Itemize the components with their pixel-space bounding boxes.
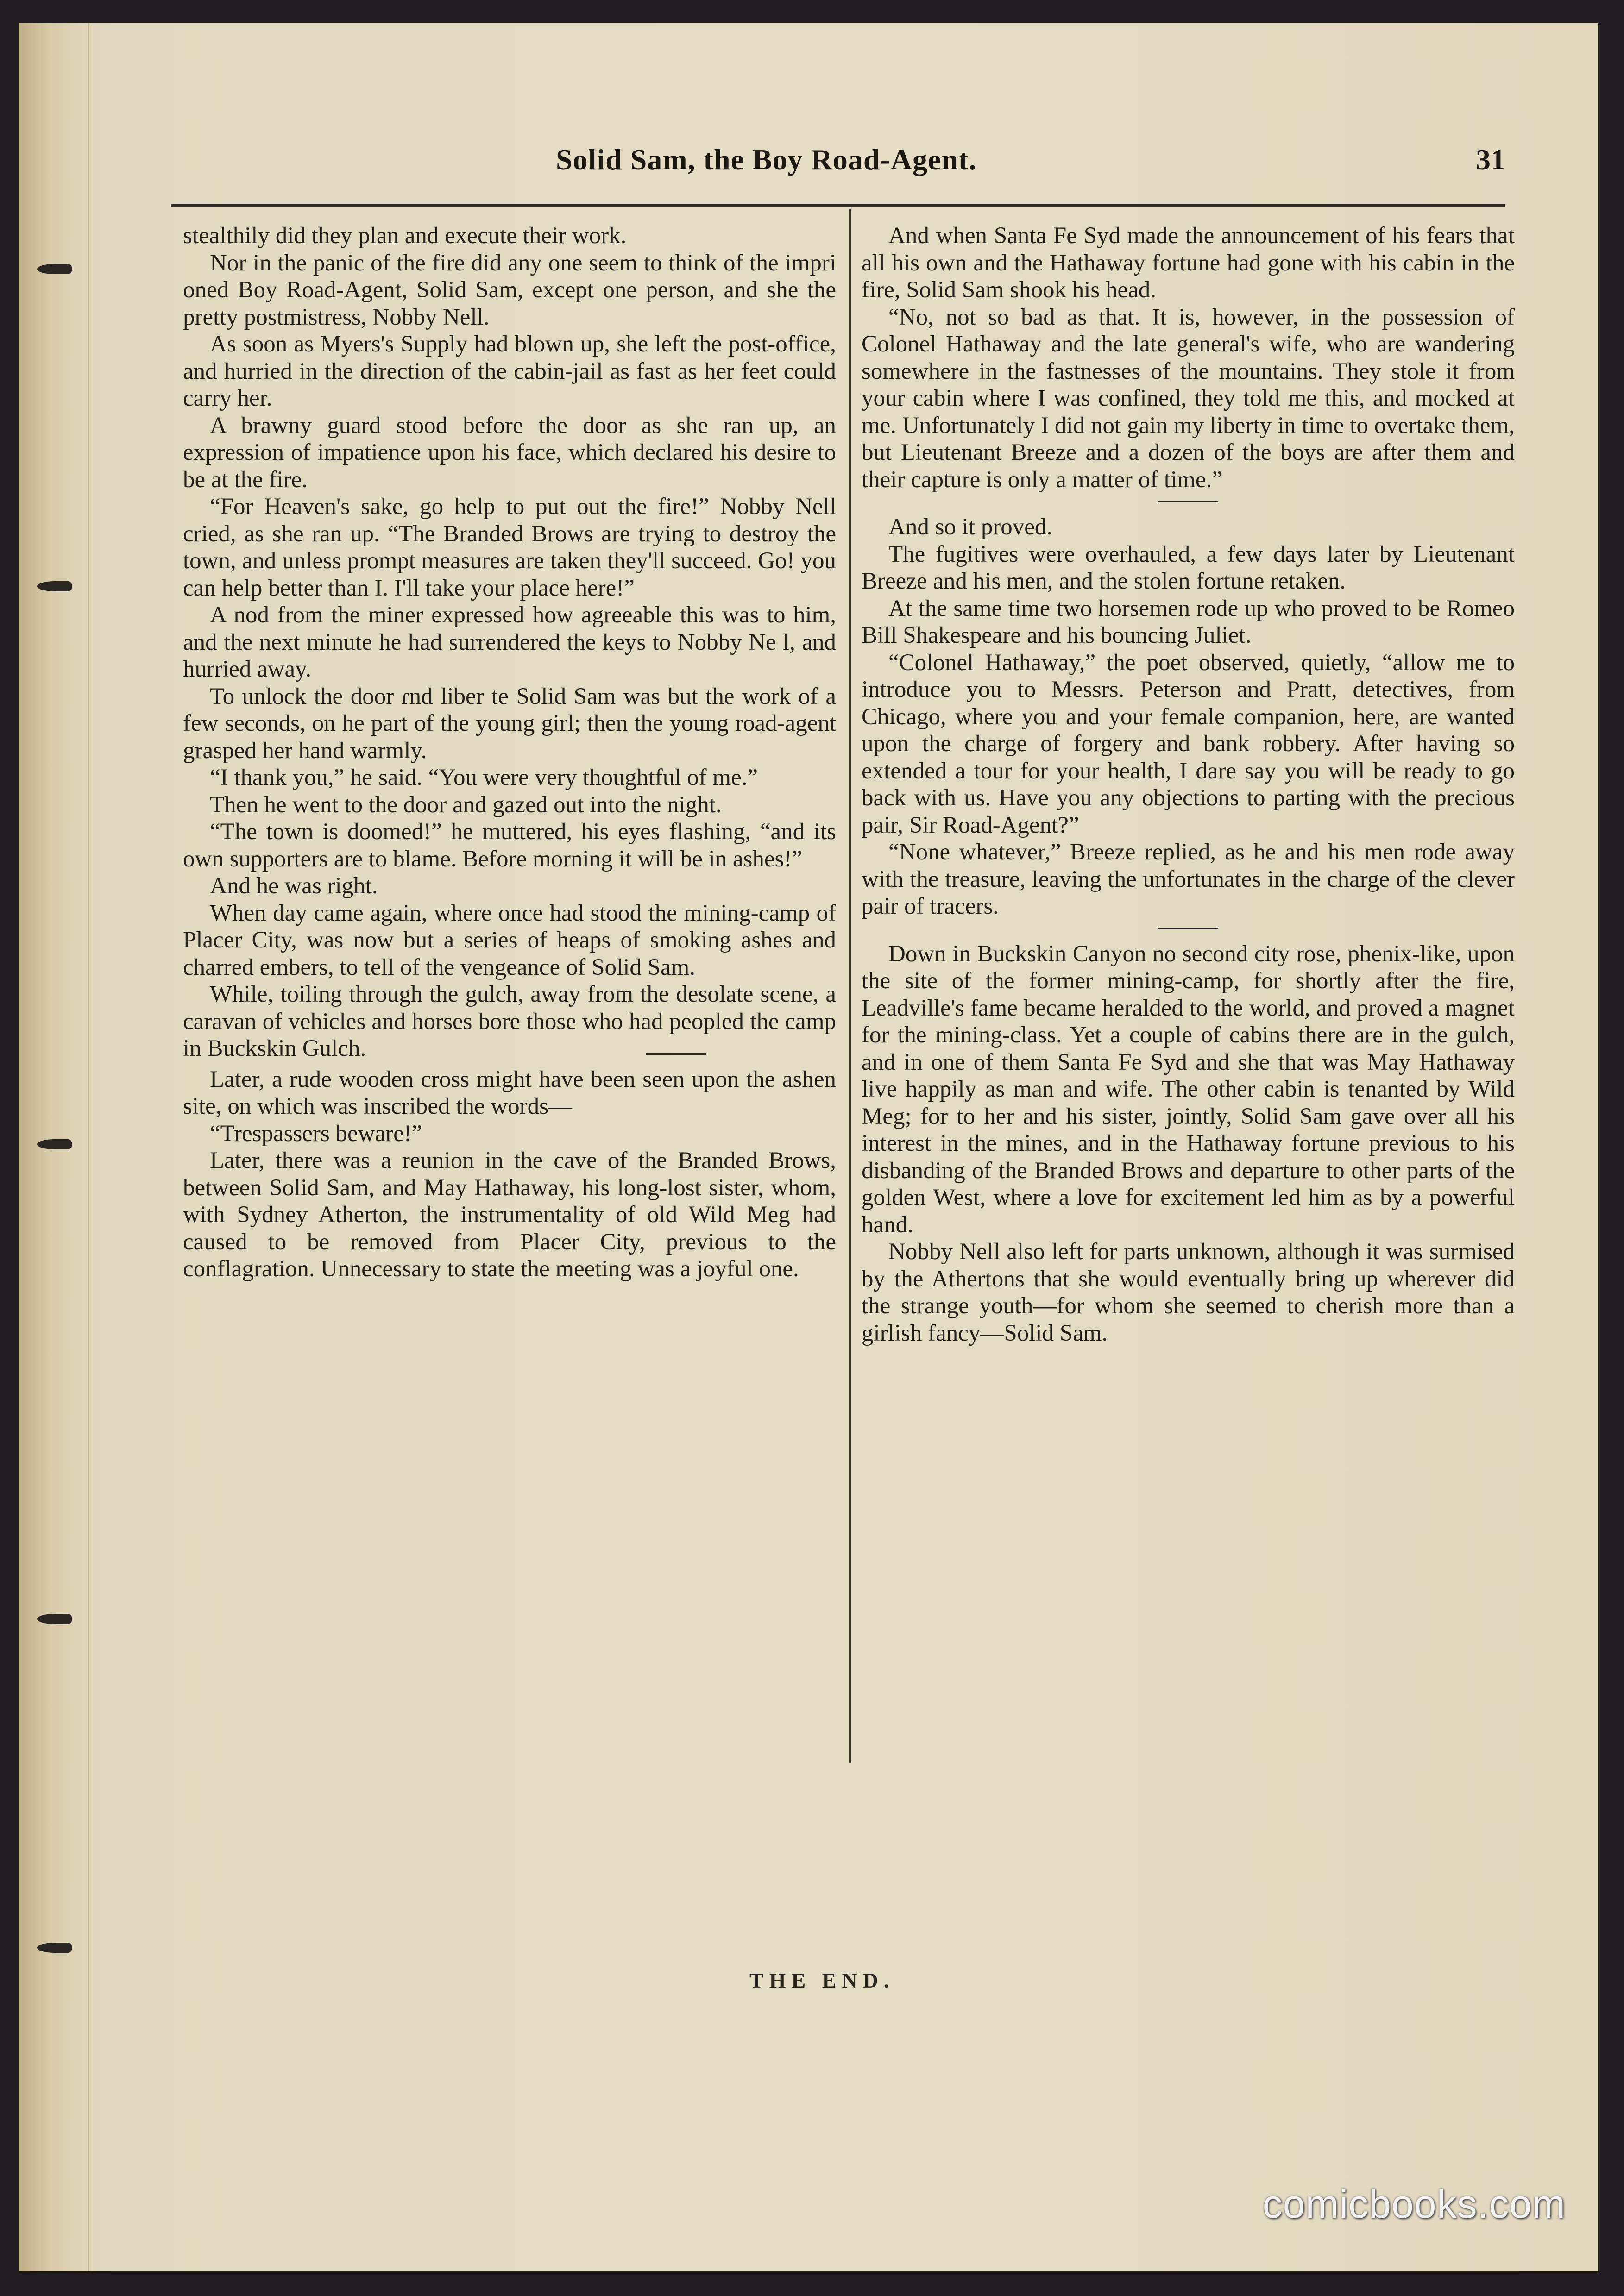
binding-gutter [19, 23, 89, 2271]
paragraph: To unlock the door ɾnd liber te Solid Sam was but the work of a few seconds, on he part of the young girl; then the young road-agent grasped her hand warmly. [183, 683, 836, 764]
paragraph: Later, there was a reunion in the cave of the Branded Brows, between Solid Sam, and May Hathaway, his long-lost sister, whom, with Sydney Atherton, the instrumentality of old Wild Meg had caused to be removed from Placer City, previous to the conflagration. Unnecessary to state the meeting was a joyful one. [183, 1148, 836, 1282]
section-separator [1158, 501, 1218, 502]
paragraph: “None whatever,” Breeze replied, as he and his men rode away with the treasure, leaving the unfortunates in the charge of the clever pair of tracers. [862, 839, 1515, 919]
paragraph: Nor in the panic of the fire did any one seem to think of the impri oned Boy Road-Agent, Solid Sam, except one person, and she the pretty postmistress, Nobby Nell. [183, 250, 836, 330]
paragraph: “For Heaven's sake, go help to put out the fire!” Nobby Nell cried, as she ran up. “The Branded Brows are trying to destroy the town, and unless prompt measures are taken they'll succeed. Go! you can help better than I. I'll take your place here!” [183, 494, 836, 601]
paragraph: And when Santa Fe Syd made the announcement of his fears that all his own and the Hathaway fortune had gone with his cabin in the fire, Solid Sam shook his head. [862, 223, 1515, 303]
running-title: Solid Sam, the Boy Road-Agent. [556, 143, 977, 176]
paragraph: A brawny guard stood before the door as she ran up, an expression of impatience upon his face, which declared his desire to be at the fire. [183, 412, 836, 493]
paragraph: stealthily did they plan and execute their work. [183, 223, 627, 249]
paragraph: Then he went to the door and gazed out into the night. [210, 791, 722, 818]
binding-stitch [37, 1139, 72, 1149]
paragraph: Later, a rude wooden cross might have been seen upon the ashen site, on which was inscribed the words— [183, 1066, 836, 1119]
paragraph: “The town is doomed!” he muttered, his eyes flashing, “and its own supporters are to blame. Before morning it will be in ashes!” [183, 819, 836, 872]
the-end-label: THE END. [749, 1969, 895, 1992]
paragraph: Nobby Nell also left for parts unknown, although it was surmised by the Athertons that she would eventually bring up wherever did the strange youth—for whom she seemed to cherish more than a girlish fancy—Solid Sam. [862, 1239, 1515, 1346]
paragraph: At the same time two horsemen rode up who proved to be Romeo Bill Shakespeare and his bouncing Juliet. [862, 595, 1515, 648]
paragraph: A nod from the miner expressed how agreeable this was to him, and the next minute he had surrendered the keys to Nobby Ne l, and hurried away. [183, 602, 836, 682]
paragraph: When day came again, where once had stood the mining-camp of Placer City, was now but a series of heaps of smoking ashes and charred embers, to tell of the vengeance of Solid Sam. [183, 900, 836, 980]
section-separator [646, 1053, 706, 1055]
right-column [862, 222, 1515, 1347]
paragraph: As soon as Myers's Supply had blown up, she left the post-office, and hurried in the direction of the cabin-jail as fast as her feet could carry her. [183, 331, 836, 411]
paragraph: “No, not so bad as that. It is, however, in the possession of Colonel Hathaway and the late general's wife, who are wandering somewhere in the fastnesses of the mountains. They stole it from your cabin where I was confined, they told me this, and mocked at me. Unfortunately I did not gain my liberty in time to overtake them, but Lieutenant Breeze and a dozen of the boys are after them and their capture is only a matter of time.” [862, 304, 1515, 493]
section-separator [1158, 928, 1218, 929]
left-column [183, 222, 836, 1283]
running-header [171, 143, 1505, 194]
column-divider [849, 209, 851, 1763]
paragraph: And he was right. [210, 873, 378, 899]
binding-stitch [37, 1614, 72, 1624]
binding-stitch [37, 264, 72, 274]
watermark: comicbooks.com [1262, 2182, 1566, 2227]
paragraph: “I thank you,” he said. “You were very thoughtful of me.” [210, 765, 758, 790]
book-page [19, 23, 1598, 2271]
paragraph: “Colonel Hathaway,” the poet observed, quietly, “allow me to introduce you to Messrs. Peterson and Pratt, detectives, from Chicago, where you and your female companion, here, are wanted upon the charge of forgery and bank robbery. After having so extended a tour for your health, I dare say you will be ready to go back with us. Have you any objections to parting with the precious pair, Sir Road-Agent?” [862, 649, 1515, 838]
paragraph: “Trespassers beware!” [210, 1120, 422, 1147]
paragraph: Down in Buckskin Canyon no second city rose, phenix-like, upon the site of the former mining-camp, for shortly after the fire, Leadville's fame became heralded to the world, and proved a magnet for the mining-class. Yet a couple of cabins there are in the gulch, and in one of them Santa Fe Syd and she that was May Hathaway live happily as man and wife. The other cabin is tenanted by Wild Meg; for to her and his sister, jointly, Solid Sam gave over all his interest in the mines, and in the Hathaway fortune previous to his disbanding of the Branded Brows and departure to other parts of the golden West, where a love for excitement led him as by a powerful hand. [862, 941, 1515, 1238]
paragraph: While, toiling through the gulch, away from the desolate scene, a caravan of vehicles and horses bore those who had peopled the camp in Buckskin Gulch. [183, 981, 836, 1061]
paragraph: And so it proved. [888, 514, 1053, 540]
page-number: 31 [1476, 143, 1505, 176]
binding-stitch [37, 1943, 72, 1953]
binding-stitch [37, 581, 72, 591]
paragraph: The fugitives were overhauled, a few days later by Lieutenant Breeze and his men, and the stolen fortune retaken. [862, 541, 1515, 594]
header-rule [171, 204, 1505, 207]
